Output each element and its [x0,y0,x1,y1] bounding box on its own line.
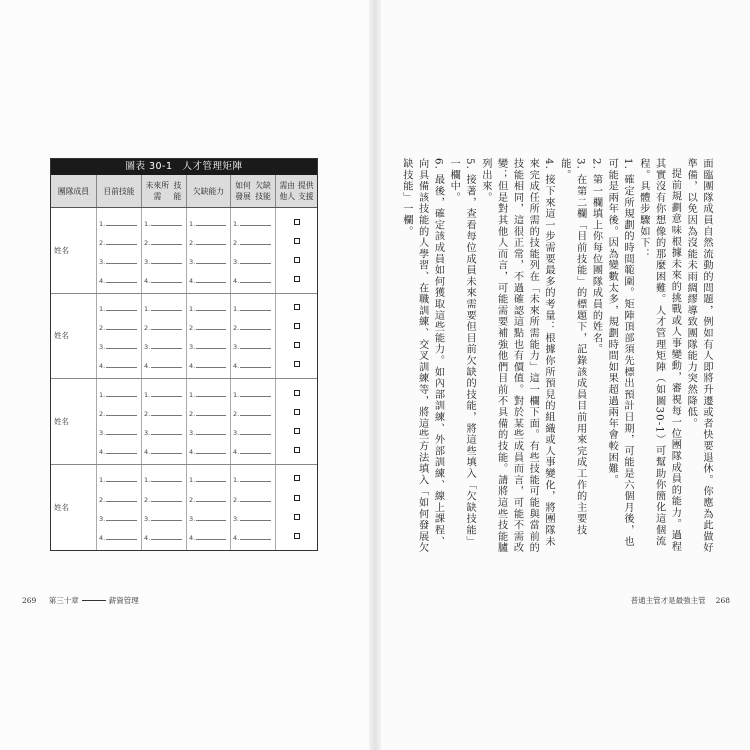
fill-in-line[interactable] [97,254,141,266]
fill-in-line[interactable] [231,444,275,456]
fill-in-line[interactable] [97,425,141,437]
fill-in-line[interactable] [97,387,141,399]
column-header: 欠缺能力 [187,175,231,207]
fill-in-line[interactable] [231,406,275,418]
line-number: 4. [99,362,106,371]
checkbox-icon[interactable] [294,304,300,310]
line-number: 2. [144,324,151,333]
fill-in-line[interactable] [187,444,230,456]
fill-in-line[interactable] [187,301,230,313]
fill-in-line[interactable] [187,339,230,351]
skill-cell [231,208,276,293]
line-number: 4. [144,276,151,285]
fill-in-line[interactable] [187,387,230,399]
fill-in-line[interactable] [97,320,141,332]
line-number: 4. [189,447,196,456]
fill-in-line[interactable] [142,511,186,523]
line-number: 4. [233,362,240,371]
footer-rule [82,600,106,601]
fill-in-line[interactable] [97,492,141,504]
checkbox-icon[interactable] [294,361,300,367]
member-name-cell[interactable]: 姓名 [51,465,97,551]
fill-in-line[interactable] [187,530,230,542]
support-cell [276,208,317,293]
fill-in-line[interactable] [187,425,230,437]
checkbox-icon[interactable] [294,533,300,539]
fill-in-line[interactable] [97,511,141,523]
section-label: 薪資管理 [108,596,139,605]
line-number: 3. [189,514,196,523]
checkbox-icon[interactable] [294,219,300,225]
line-number: 3. [144,514,151,523]
fill-in-line[interactable] [187,472,230,484]
line-number: 1. [189,390,196,399]
line-number: 3. [99,343,106,352]
fill-in-line[interactable] [231,254,275,266]
line-number: 1. [144,219,151,228]
checkbox-icon[interactable] [294,475,300,481]
checkbox-icon[interactable] [294,428,300,434]
line-number: 3. [189,257,196,266]
line-number: 2. [144,495,151,504]
paragraph: 5. 接著，查看每位成員未來需要但目前欠缺的技能，將這些填入「欠缺技能」一欄中。 [448,158,476,548]
line-number: 2. [189,238,196,247]
fill-in-line[interactable] [142,358,186,370]
support-cell [276,465,317,551]
table-row [51,379,317,465]
fill-in-line[interactable] [187,254,230,266]
checkbox-icon[interactable] [294,323,300,329]
line-number: 4. [99,534,106,543]
line-number: 2. [99,495,106,504]
line-number: 2. [144,238,151,247]
fill-in-line[interactable] [142,254,186,266]
fill-in-line[interactable] [97,216,141,228]
line-number: 3. [233,343,240,352]
line-number: 1. [189,305,196,314]
fill-in-line[interactable] [231,273,275,285]
line-number: 1. [99,305,106,314]
skill-cell [97,379,142,464]
table-row [51,465,317,551]
line-number: 3. [99,514,106,523]
fill-in-line[interactable] [187,216,230,228]
column-header: 需由他人 提供支援 [279,181,314,201]
line-number: 1. [144,390,151,399]
line-number: 4. [99,276,106,285]
line-number: 3. [233,514,240,523]
checkbox-icon[interactable] [294,257,300,263]
line-number: 1. [144,305,151,314]
member-name-cell[interactable]: 姓名 [51,294,97,379]
paragraph: 3. 在第二欄「目前技能」的標題下，記錄該成員目前用來完成工作的主要技能。 [558,158,586,536]
book-gutter [369,0,381,750]
checkbox-icon[interactable] [294,238,300,244]
skill-cell [187,208,231,293]
line-number: 2. [99,238,106,247]
line-number: 3. [189,428,196,437]
column-header: 未來所需 技能 [142,175,187,207]
fill-in-line[interactable] [142,339,186,351]
fill-in-line[interactable] [97,472,141,484]
checkbox-icon[interactable] [294,514,300,520]
skill-cell [187,465,231,551]
fill-in-line[interactable] [231,472,275,484]
fill-in-line[interactable] [187,511,230,523]
line-number: 1. [99,476,106,485]
line-number: 2. [233,409,240,418]
line-number: 3. [144,257,151,266]
fill-in-line[interactable] [142,444,186,456]
support-cell [276,294,317,379]
line-number: 3. [233,257,240,266]
fill-in-line[interactable] [142,235,186,247]
column-header: 目前技能 [97,175,142,207]
line-number: 3. [233,428,240,437]
skill-cell [231,379,276,464]
fill-in-line[interactable] [142,320,186,332]
fill-in-line[interactable] [231,301,275,313]
fill-in-line[interactable] [231,387,275,399]
skill-cell [187,379,231,464]
line-number: 3. [99,428,106,437]
line-number: 1. [233,390,240,399]
member-name-cell[interactable]: 姓名 [51,208,97,293]
table-row [51,294,317,380]
fill-in-line[interactable] [142,301,186,313]
fill-in-line[interactable] [142,216,186,228]
line-number: 4. [189,362,196,371]
checkbox-icon[interactable] [294,409,300,415]
line-number: 4. [189,276,196,285]
skill-cell [231,294,276,379]
line-number: 4. [99,447,106,456]
line-number: 2. [233,238,240,247]
talent-matrix-table [50,158,318,551]
fill-in-line[interactable] [97,444,141,456]
skill-cell [142,208,187,293]
table-header-row [51,175,317,208]
line-number: 4. [233,276,240,285]
paragraph: 2. 第一欄填上你每位團隊成員的姓名。 [590,158,602,356]
page-number-right: 268 [715,596,730,605]
table-title: 圖表 30-1 人才管理矩陣 [51,159,317,175]
fill-in-line[interactable] [231,339,275,351]
line-number: 4. [233,534,240,543]
skill-cell [142,294,187,379]
fill-in-line[interactable] [231,511,275,523]
line-number: 4. [144,447,151,456]
fill-in-line[interactable] [97,273,141,285]
fill-in-line[interactable] [187,235,230,247]
fill-in-line[interactable] [187,273,230,285]
fill-in-line[interactable] [142,492,186,504]
skill-cell [187,294,231,379]
fill-in-line[interactable] [187,320,230,332]
line-number: 1. [233,476,240,485]
fill-in-line[interactable] [231,530,275,542]
paragraph: 提前規劃意味根據未來的挑戰或人事變動，審視每一位團隊成員的能力。過程其實沒有你想像的那麼困難。人才管理矩陣（如圖30-1）可幫助你簡化這個流程。具體步驟如下： [637,158,681,553]
line-number: 2. [189,495,196,504]
chapter-label: 第三十章 [48,596,79,605]
line-number: 2. [233,324,240,333]
fill-in-line[interactable] [97,406,141,418]
line-number: 2. [189,409,196,418]
paragraph: 1. 確定所規劃的時間範圍。矩陣頂部須先標出預計日期，可能是六個月後，也可能是兩年後。因為變數太多，規劃時間如果超過兩年會較困難。 [606,158,634,548]
fill-in-line[interactable] [231,320,275,332]
table-row [51,208,317,294]
line-number: 1. [99,219,106,228]
fill-in-line[interactable] [97,530,141,542]
line-number: 2. [189,324,196,333]
line-number: 3. [99,257,106,266]
page-number-left: 269 [22,596,37,605]
fill-in-line[interactable] [187,358,230,370]
fill-in-line[interactable] [231,235,275,247]
fill-in-line[interactable] [142,530,186,542]
fill-in-line[interactable] [142,387,186,399]
fill-in-line[interactable] [187,492,230,504]
paragraph: 4. 接下來這一步需要最多的考量：根據你所預見的組織或人事變化，將團隊未來完成任所需的技能列在「未來所需能力」這一欄下面。有些技能可能與當前的技能相同，這很正常，不過確認這點也有價值。對於某些成員而言，可能不需改變；但是對其他人而言，可能需要補強他們目前不具備的技能。請將這些技能臚列出來。 [479,158,555,554]
fill-in-line[interactable] [231,216,275,228]
checkbox-icon[interactable] [294,276,300,282]
fill-in-line[interactable] [231,425,275,437]
column-header: 如何發展 欠缺技能 [231,175,276,207]
line-number: 1. [189,476,196,485]
line-number: 1. [189,219,196,228]
fill-in-line[interactable] [231,492,275,504]
paragraph: 面臨團隊成員自然流動的問題，例如有人即將升遷或者快要退休。你應為此做好準備，以免因為沒能未雨綢繆導致團隊能力突然降低。 [685,158,712,554]
column-header: 團隊成員 [51,175,97,207]
footer-right [631,595,730,606]
member-name-cell[interactable]: 姓名 [51,379,97,464]
fill-in-line[interactable] [187,406,230,418]
fill-in-line[interactable] [97,358,141,370]
line-number: 4. [189,534,196,543]
line-number: 1. [144,476,151,485]
skill-cell [97,208,142,293]
line-number: 4. [233,447,240,456]
line-number: 3. [189,343,196,352]
line-number: 4. [144,534,151,543]
fill-in-line[interactable] [142,472,186,484]
line-number: 2. [99,324,106,333]
line-number: 2. [144,409,151,418]
skill-cell [142,379,187,464]
fill-in-line[interactable] [142,425,186,437]
line-number: 4. [144,362,151,371]
fill-in-line[interactable] [97,235,141,247]
fill-in-line[interactable] [142,273,186,285]
checkbox-icon[interactable] [294,447,300,453]
skill-cell [97,294,142,379]
table-body [51,208,317,550]
line-number: 1. [233,305,240,314]
checkbox-icon[interactable] [294,390,300,396]
body-text [394,158,714,558]
skill-cell [142,465,187,551]
paragraph: 6. 最後，確定該成員如何獲取這些能力。如內部訓練、外部訓練、線上課程、向具備該技能的人學習、在職訓練、交叉訓練等，將這些方法填入「如何發展欠缺技能」一欄。 [400,158,444,554]
line-number: 3. [144,428,151,437]
line-number: 1. [99,390,106,399]
skill-cell [97,465,142,551]
fill-in-line[interactable] [97,339,141,351]
fill-in-line[interactable] [231,358,275,370]
line-number: 3. [144,343,151,352]
checkbox-icon[interactable] [294,495,300,501]
line-number: 2. [99,409,106,418]
line-number: 1. [233,219,240,228]
fill-in-line[interactable] [97,301,141,313]
footer-left [22,595,139,606]
checkbox-icon[interactable] [294,342,300,348]
fill-in-line[interactable] [142,406,186,418]
line-number: 2. [233,495,240,504]
support-cell [276,379,317,464]
skill-cell [231,465,276,551]
book-title: 普通主管才是最強主管 [630,596,706,605]
